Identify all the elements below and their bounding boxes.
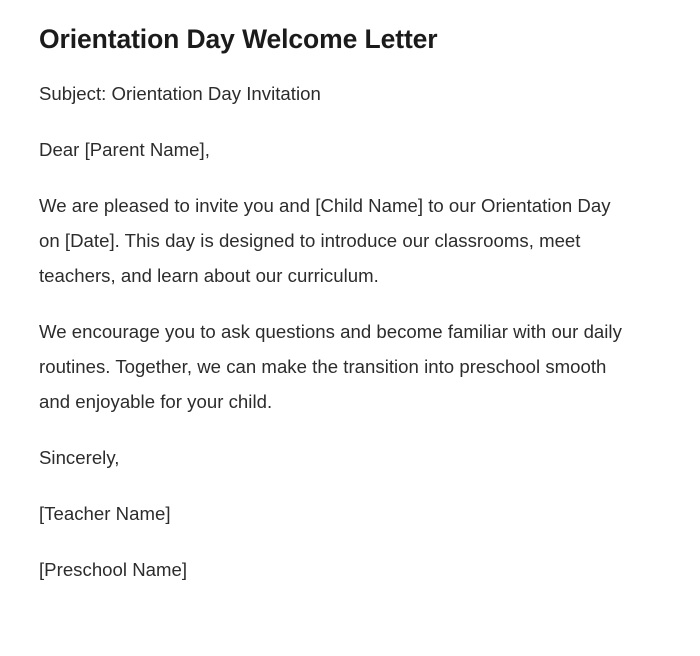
letter-content <box>39 22 635 587</box>
letter-body <box>39 76 635 587</box>
page-title: Orientation Day Welcome Letter <box>39 24 438 54</box>
signature-preschool-name: [Preschool Name] <box>39 559 188 580</box>
body-paragraph-2: We encourage you to ask questions and become familiar with our daily routines. Together, we can make the transition into preschool smooth and enjoyable for your child. <box>39 321 622 412</box>
salutation-line: Dear [Parent Name], <box>39 139 210 160</box>
signature-teacher-name: [Teacher Name] <box>39 503 171 524</box>
subject-line: Subject: Orientation Day Invitation <box>39 83 321 104</box>
closing-line: Sincerely, <box>39 447 120 468</box>
body-paragraph-1: We are pleased to invite you and [Child Name] to our Orientation Day on [Date]. This day is designed to introduce our classrooms, meet teachers, and learn about our curriculum. <box>39 195 611 286</box>
